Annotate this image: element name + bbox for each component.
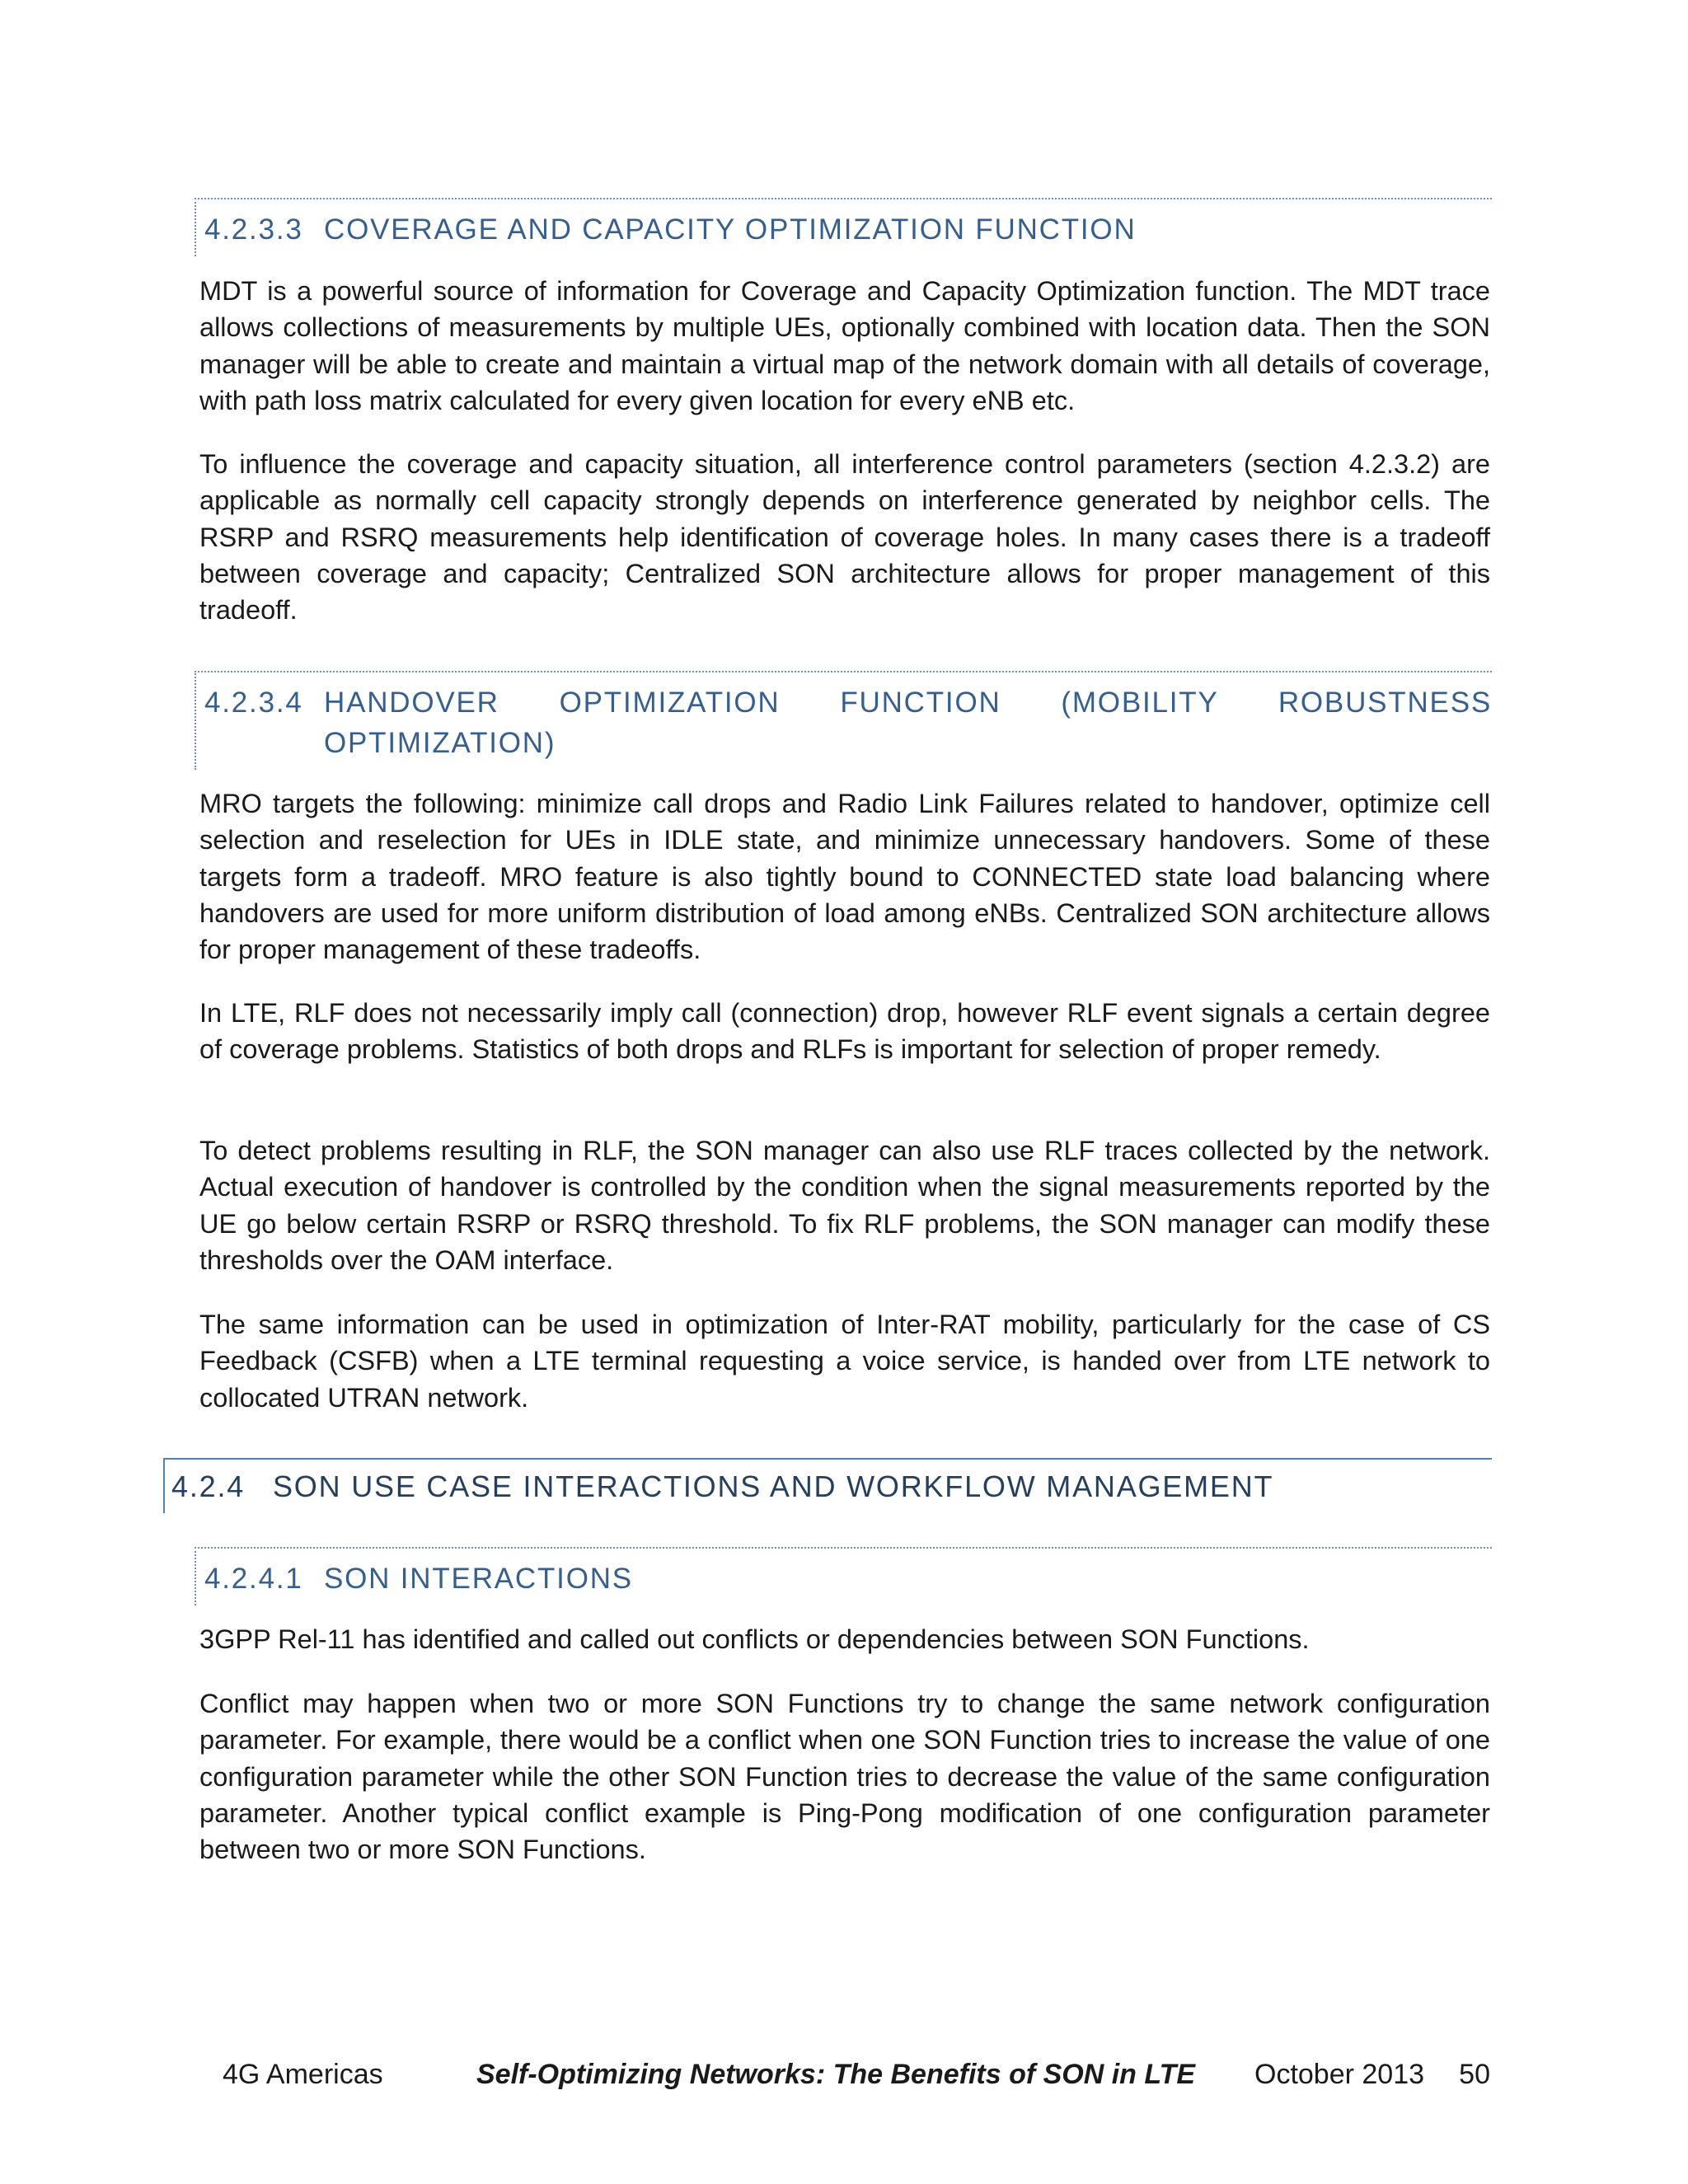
section-heading-4-2-3-3 xyxy=(195,198,1492,256)
section-title: COVERAGE AND CAPACITY OPTIMIZATION FUNCTION xyxy=(324,213,1137,246)
section-title: HANDOVER OPTIMIZATION FUNCTION (MOBILITY ROBUSTNESS OPTIMIZATION) xyxy=(324,687,1492,759)
section-number: 4.2.4 xyxy=(171,1469,246,1503)
section-number: 4.2.4.1 xyxy=(204,1563,303,1595)
footer-date: October 2013 xyxy=(1254,2059,1425,2090)
section-heading-4-2-4-1 xyxy=(195,1547,1492,1605)
paragraph: In LTE, RLF does not necessarily imply call (connection) drop, however RLF event signals a certain degree of coverage problems. Statistics of both drops and RLFs is important for selection of proper remedy. xyxy=(199,998,1490,1065)
paragraph: MRO targets the following: minimize call drops and Radio Link Failures related to handover, optimize cell selection and reselection for UEs in IDLE state, and minimize unnecessary handovers. Some of these targets form a tradeoff. MRO feature is also tightly bound to CONNECTED state load balancing where handovers are used for more uniform distribution of load among eNBs. Centralized SON architecture allows for proper management of these tradeoffs. xyxy=(199,789,1490,965)
paragraph: The same information can be used in optimization of Inter-RAT mobility, particularly for the case of CS Feedback (CSFB) when a LTE terminal requesting a voice service, is handed over from LTE network to collocated UTRAN network. xyxy=(199,1310,1490,1413)
footer-doc-title: Self-Optimizing Networks: The Benefits of SON in LTE xyxy=(476,2059,1196,2090)
page-number: 50 xyxy=(1459,2059,1490,2090)
footer-org: 4G Americas xyxy=(223,2059,383,2090)
paragraph: MDT is a powerful source of information for Coverage and Capacity Optimization function. The MDT trace allows collections of measurements by multiple UEs, optionally combined with location data. Then the SON manager will be able to create and maintain a virtual map of the network domain with all details of coverage, with path loss matrix calculated for every given location for every eNB etc. xyxy=(199,276,1490,415)
section-heading-4-2-3-4 xyxy=(195,671,1492,770)
page-footer xyxy=(199,2059,1490,2098)
section-heading-4-2-4 xyxy=(163,1458,1492,1513)
section-title: SON USE CASE INTERACTIONS AND WORKFLOW MANAGEMENT xyxy=(273,1469,1274,1503)
paragraph: To influence the coverage and capacity situation, all interference control parameters (section 4.2.3.2) are applicable as normally cell capacity strongly depends on interference generated by neighbor cells. The RSRP and RSRQ measurements help identification of coverage holes. In many cases there is a tradeoff between coverage and capacity; Centralized SON architecture allows for proper management of this tradeoff. xyxy=(199,449,1490,626)
paragraph: 3GPP Rel-11 has identified and called out conflicts or dependencies between SON Functions. xyxy=(199,1624,1310,1654)
paragraph: Conflict may happen when two or more SON Functions try to change the same network configuration parameter. For example, there would be a conflict when one SON Function tries to increase the value of one configuration parameter while the other SON Function tries to decrease the value of the same configuration parameter. Another typical conflict example is Ping-Pong modification of one configuration parameter between two or more SON Functions. xyxy=(199,1689,1490,1865)
section-number: 4.2.3.3 xyxy=(204,213,303,246)
paragraph: To detect problems resulting in RLF, the SON manager can also use RLF traces collected by the network. Actual execution of handover is controlled by the condition when the signal measurements reported by the UE go below certain RSRP or RSRQ threshold. To fix RLF problems, the SON manager can modify these thresholds over the OAM interface. xyxy=(199,1136,1490,1275)
section-title: SON INTERACTIONS xyxy=(324,1563,633,1595)
section-number: 4.2.3.4 xyxy=(204,687,303,719)
